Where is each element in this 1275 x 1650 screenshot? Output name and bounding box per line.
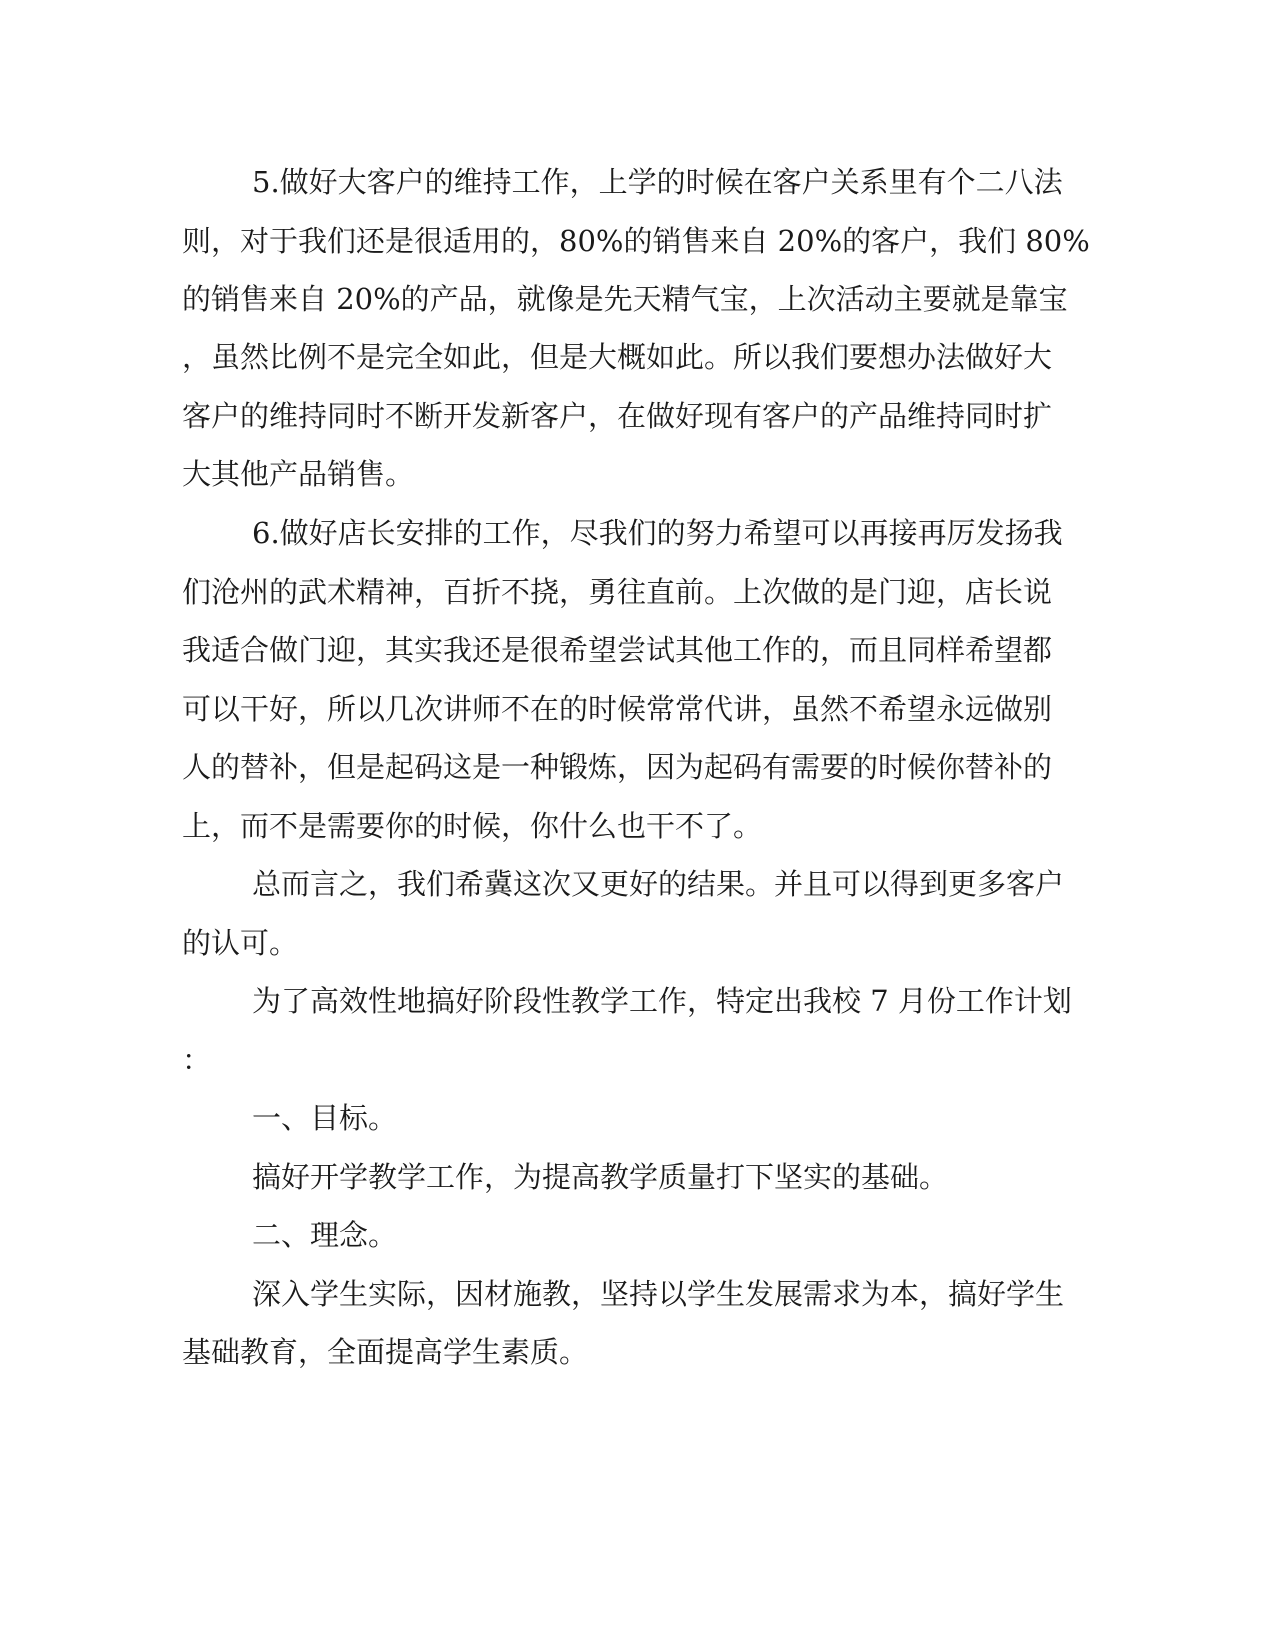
paragraph-6-line-4: 可以干好，所以几次讲师不在的时候常常代讲，虽然不希望永远做别 — [182, 692, 1053, 726]
paragraph-5-line-6: 大其他产品销售。 — [182, 457, 415, 491]
paragraph-5-line-5: 客户的维持同时不断开发新客户，在做好现有客户的产品维持同时扩 — [182, 399, 1053, 433]
section-heading-philosophy: 二、理念。 — [252, 1218, 398, 1252]
plan-intro-line-1: 为了高效性地搞好阶段性教学工作，特定出我校 7 月份工作计划 — [252, 984, 1072, 1018]
summary-line-2: 的认可。 — [182, 926, 299, 960]
plan-intro-line-2: ： — [182, 1043, 212, 1077]
paragraph-6-line-5: 人的替补，但是起码这是一种锻炼，因为起码有需要的时候你替补的 — [182, 750, 1053, 784]
paragraph-6-line-6: 上，而不是需要你的时候，你什么也干不了。 — [182, 809, 763, 843]
philosophy-text-line-1: 深入学生实际，因材施教，坚持以学生发展需求为本，搞好学生 — [252, 1277, 1065, 1311]
paragraph-5-line-1: 5.做好大客户的维持工作，上学的时候在客户关系里有个二八法 — [252, 165, 1063, 199]
summary-line-1: 总而言之，我们希冀这次又更好的结果。并且可以得到更多客户 — [252, 867, 1065, 901]
paragraph-6-line-1: 6.做好店长安排的工作，尽我们的努力希望可以再接再厉发扬我 — [252, 516, 1063, 550]
paragraph-6-line-3: 我适合做门迎，其实我还是很希望尝试其他工作的，而且同样希望都 — [182, 633, 1053, 667]
goal-text: 搞好开学教学工作，为提高教学质量打下坚实的基础。 — [252, 1160, 949, 1194]
section-heading-goal: 一、目标。 — [252, 1101, 398, 1135]
paragraph-5-line-2: 则，对于我们还是很适用的，80%的销售来自 20%的客户，我们 80% — [182, 224, 1090, 258]
paragraph-5-line-3: 的销售来自 20%的产品，就像是先天精气宝，上次活动主要就是靠宝 — [182, 282, 1068, 316]
philosophy-text-line-2: 基础教育，全面提高学生素质。 — [182, 1335, 589, 1369]
paragraph-6-line-2: 们沧州的武术精神，百折不挠，勇往直前。上次做的是门迎，店长说 — [182, 575, 1053, 609]
paragraph-5-line-4: ，虽然比例不是完全如此，但是大概如此。所以我们要想办法做好大 — [182, 340, 1053, 374]
